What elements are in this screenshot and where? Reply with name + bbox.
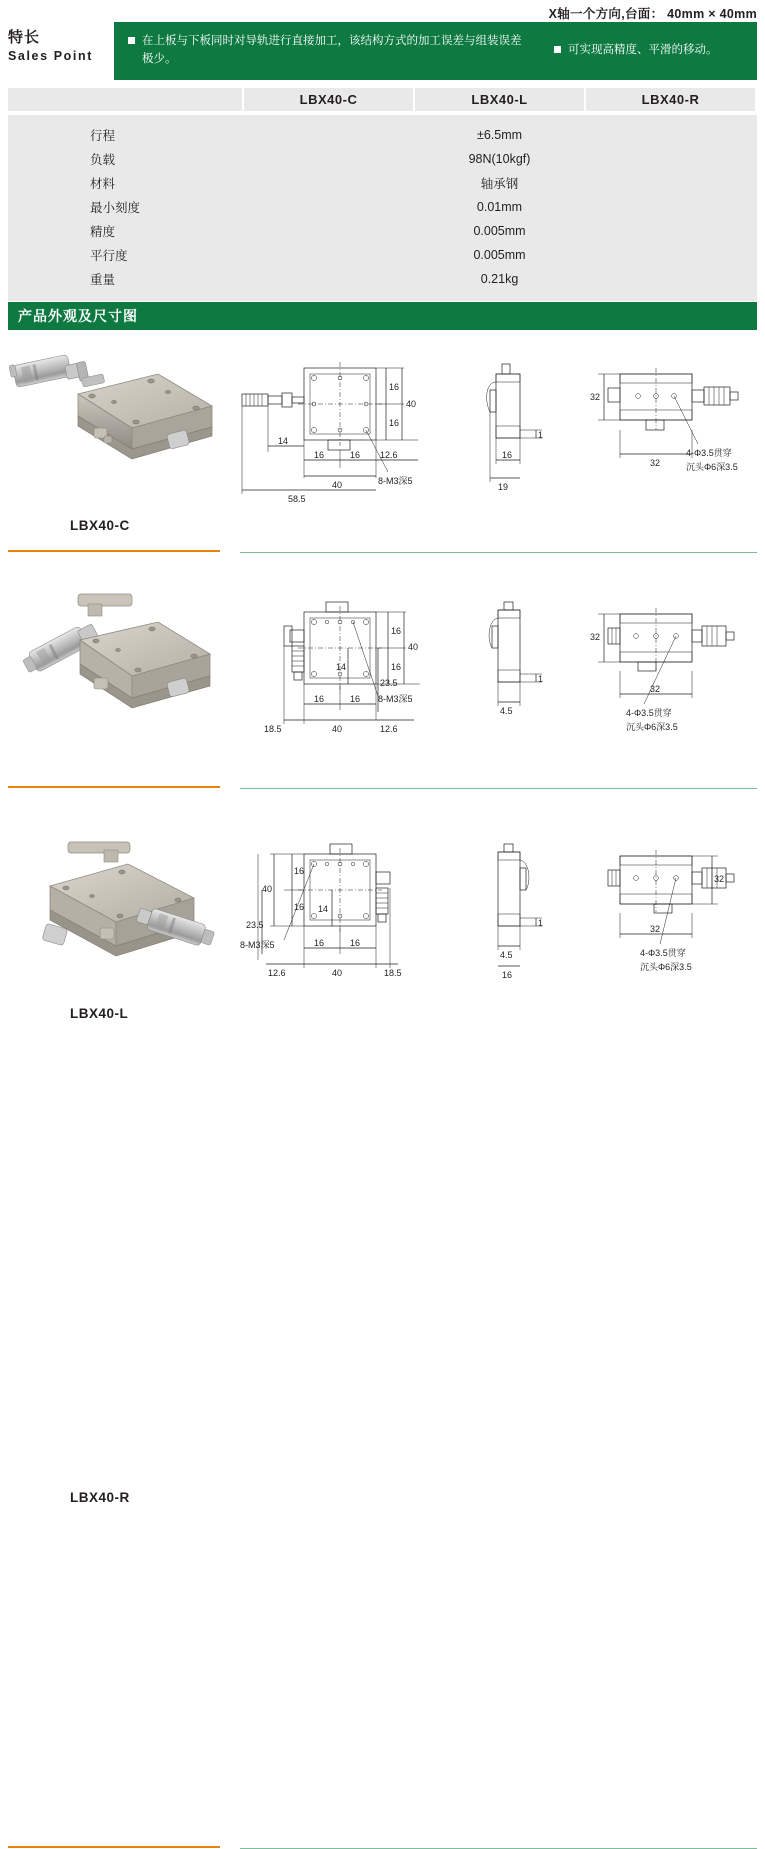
spec-row-label: 精度 [90, 225, 116, 239]
spec-row-label: 行程 [90, 129, 116, 143]
spec-row-value: 0.005mm [473, 248, 526, 262]
svg-text:18.5: 18.5 [384, 968, 402, 978]
spec-table [8, 88, 757, 301]
sales-point-banner [8, 22, 757, 80]
table-row [8, 267, 757, 291]
divider-orange [8, 786, 220, 788]
svg-text:32: 32 [714, 874, 725, 884]
drawing-front-view-lbx40-r [480, 842, 560, 992]
svg-text:16: 16 [389, 382, 400, 392]
svg-text:16: 16 [350, 938, 361, 948]
product-block-lbx40-r [0, 820, 765, 1505]
sales-point-bullet-1 [128, 33, 528, 69]
product-name-lbx40-r: LBX40-R [70, 1490, 130, 1505]
svg-text:14: 14 [278, 436, 289, 446]
product-photo-lbx40-c [8, 332, 220, 517]
sales-point-title-en: Sales Point [8, 49, 93, 63]
divider-orange [8, 1846, 220, 1848]
svg-text:58.5: 58.5 [288, 494, 306, 504]
spec-table-header-row [8, 88, 757, 113]
svg-text:16: 16 [294, 902, 305, 912]
table-row [8, 243, 757, 267]
svg-text:16: 16 [350, 694, 361, 704]
svg-text:16: 16 [350, 450, 361, 460]
svg-text:12.6: 12.6 [268, 968, 286, 978]
spec-row-label: 材料 [90, 177, 116, 191]
svg-text:12.6: 12.6 [380, 450, 398, 460]
svg-text:32: 32 [650, 458, 661, 468]
table-row [8, 171, 757, 195]
svg-text:16: 16 [391, 662, 402, 672]
svg-text:16: 16 [389, 418, 400, 428]
svg-text:19: 19 [498, 482, 509, 492]
svg-text:16: 16 [502, 450, 513, 460]
spec-row-label: 最小刻度 [90, 201, 141, 215]
spec-row-value: ±6.5mm [476, 128, 523, 142]
svg-text:1: 1 [538, 674, 544, 684]
svg-text:32: 32 [650, 684, 661, 694]
spec-table-body [8, 115, 757, 301]
sales-point-bullet-1-text: 在上板与下板同时对导轨进行直接加工，该结构方式的加工误差与组装误差极少。 [142, 35, 522, 65]
table-row [8, 147, 757, 171]
svg-text:23.5: 23.5 [246, 920, 264, 930]
svg-text:16: 16 [294, 866, 305, 876]
spec-row-value: 98N(10kgf) [468, 152, 531, 166]
sales-point-bullet-2-text: 可实现高精度、平滑的移动。 [568, 44, 718, 57]
svg-text:12.6: 12.6 [380, 724, 398, 734]
drawing-top-view-lbx40-c [228, 360, 448, 505]
svg-text:40: 40 [408, 642, 419, 652]
svg-text:4-Φ3.5贯穿: 4-Φ3.5贯穿 [640, 948, 686, 958]
drawing-front-view-lbx40-c [480, 360, 560, 505]
spec-row-value: 0.005mm [473, 224, 526, 238]
svg-text:16: 16 [314, 938, 325, 948]
spec-row-value: 0.21kg [480, 272, 519, 286]
product-name-lbx40-c: LBX40-C [70, 518, 130, 533]
drawing-side-view-lbx40-r [578, 842, 758, 992]
svg-text:14: 14 [318, 904, 329, 914]
svg-text:40: 40 [332, 724, 343, 734]
sales-point-title-cn: 特长 [8, 29, 41, 46]
spec-row-value: 轴承钢 [480, 177, 519, 191]
svg-text:40: 40 [406, 399, 417, 409]
divider-orange [8, 550, 220, 552]
svg-text:40: 40 [332, 480, 343, 490]
svg-text:40: 40 [262, 884, 273, 894]
svg-text:沉头Φ6深3.5: 沉头Φ6深3.5 [686, 462, 738, 472]
drawing-side-view-lbx40-l [578, 600, 758, 750]
table-row [8, 219, 757, 243]
svg-text:40: 40 [332, 968, 343, 978]
bullet-square-icon [554, 46, 561, 53]
product-block-lbx40-l [0, 578, 765, 1021]
spec-row-value: 0.01mm [476, 200, 523, 214]
sales-point-body [114, 22, 757, 80]
spec-col-0 [8, 88, 242, 113]
sales-point-title [8, 22, 114, 80]
svg-text:4-Φ3.5贯穿: 4-Φ3.5贯穿 [686, 448, 732, 458]
product-name-lbx40-l: LBX40-L [70, 1006, 129, 1021]
drawing-top-view-lbx40-r [228, 842, 448, 992]
section-title-product-drawings: 产品外观及尺寸图 [8, 302, 757, 330]
svg-text:8-M3深5: 8-M3深5 [378, 694, 413, 704]
svg-text:16: 16 [391, 626, 402, 636]
svg-text:14: 14 [336, 662, 347, 672]
bullet-square-icon [128, 37, 135, 44]
svg-text:16: 16 [502, 970, 513, 980]
sales-point-bullet-2 [554, 42, 718, 60]
spec-row-label: 重量 [90, 273, 116, 287]
svg-text:32: 32 [650, 924, 661, 934]
svg-text:16: 16 [314, 450, 325, 460]
svg-text:4.5: 4.5 [500, 706, 513, 716]
spec-row-label: 负载 [90, 153, 116, 167]
svg-text:32: 32 [590, 632, 601, 642]
svg-text:23.5: 23.5 [380, 678, 398, 688]
spec-col-2: LBX40-L [415, 88, 584, 113]
axis-note: X轴一个方向,台面： 40mm × 40mm [548, 7, 757, 21]
table-row [8, 195, 757, 219]
svg-text:18.5: 18.5 [264, 724, 282, 734]
svg-text:8-M3深5: 8-M3深5 [378, 476, 413, 486]
svg-text:4-Φ3.5贯穿: 4-Φ3.5贯穿 [626, 708, 672, 718]
svg-text:32: 32 [590, 392, 601, 402]
svg-text:1: 1 [538, 918, 544, 928]
svg-text:8-M3深5: 8-M3深5 [240, 940, 275, 950]
svg-text:沉头Φ6深3.5: 沉头Φ6深3.5 [640, 962, 692, 972]
product-photo-lbx40-r [8, 820, 220, 1005]
spec-col-3: LBX40-R [586, 88, 755, 113]
svg-text:沉头Φ6深3.5: 沉头Φ6深3.5 [626, 722, 678, 732]
drawing-top-view-lbx40-l [228, 600, 448, 750]
product-block-lbx40-c [0, 332, 765, 564]
svg-text:1: 1 [538, 430, 544, 440]
table-row [8, 123, 757, 147]
divider-green [240, 552, 757, 553]
drawing-side-view-lbx40-c [578, 360, 758, 505]
divider-green [240, 788, 757, 789]
product-photo-lbx40-l [8, 578, 220, 763]
drawing-front-view-lbx40-l [480, 600, 560, 750]
spec-row-label: 平行度 [90, 249, 128, 263]
svg-text:16: 16 [314, 694, 325, 704]
svg-text:4.5: 4.5 [500, 950, 513, 960]
spec-col-1: LBX40-C [244, 88, 413, 113]
